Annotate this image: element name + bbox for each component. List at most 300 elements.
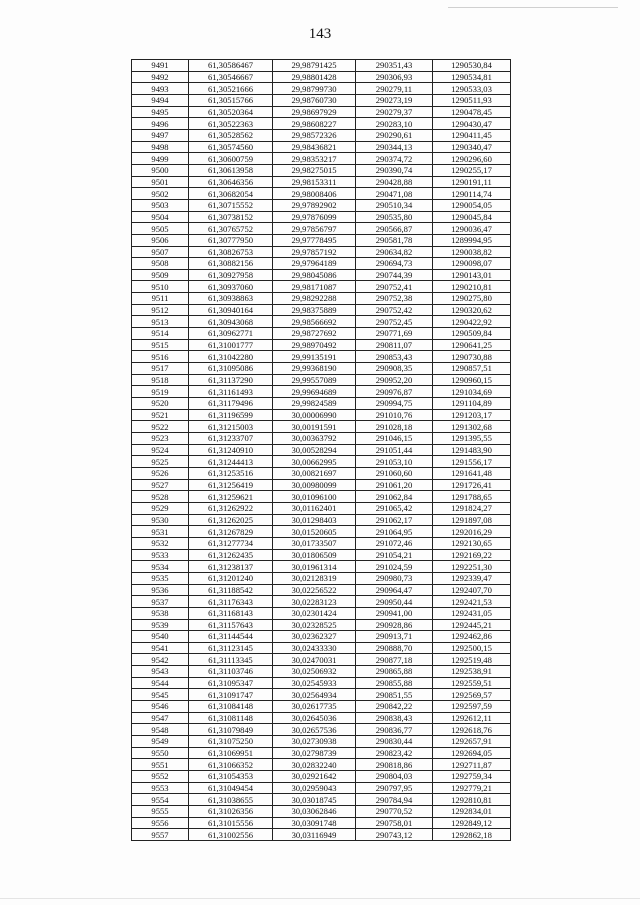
point-number-cell: 9494 bbox=[132, 94, 189, 106]
x-coordinate-cell: 290830,44 bbox=[356, 736, 433, 748]
longitude-cell: 30,03062846 bbox=[273, 806, 356, 818]
y-coordinate-cell: 1292810,81 bbox=[433, 794, 511, 806]
longitude-cell: 29,98760730 bbox=[273, 94, 356, 106]
table-row bbox=[132, 736, 511, 748]
y-coordinate-cell: 1290296,60 bbox=[433, 153, 511, 165]
point-number-cell: 9523 bbox=[132, 433, 189, 445]
point-number-cell: 9525 bbox=[132, 456, 189, 468]
table-row bbox=[132, 619, 511, 631]
table-row bbox=[132, 642, 511, 654]
y-coordinate-cell: 1290255,17 bbox=[433, 164, 511, 176]
longitude-cell: 29,97856797 bbox=[273, 223, 356, 235]
longitude-cell: 30,02362327 bbox=[273, 631, 356, 643]
table-row bbox=[132, 153, 511, 165]
y-coordinate-cell: 1292169,22 bbox=[433, 549, 511, 561]
table-row bbox=[132, 363, 511, 375]
latitude-cell: 61,30826753 bbox=[189, 246, 273, 258]
latitude-cell: 61,31002556 bbox=[189, 829, 273, 841]
latitude-cell: 61,31001777 bbox=[189, 339, 273, 351]
x-coordinate-cell: 290581,78 bbox=[356, 234, 433, 246]
longitude-cell: 29,98566692 bbox=[273, 316, 356, 328]
y-coordinate-cell: 1291104,89 bbox=[433, 398, 511, 410]
latitude-cell: 61,31240910 bbox=[189, 444, 273, 456]
point-number-cell: 9515 bbox=[132, 339, 189, 351]
point-number-cell: 9552 bbox=[132, 771, 189, 783]
table-row bbox=[132, 211, 511, 223]
point-number-cell: 9557 bbox=[132, 829, 189, 841]
longitude-cell: 29,99368190 bbox=[273, 363, 356, 375]
point-number-cell: 9526 bbox=[132, 467, 189, 479]
latitude-cell: 61,30940164 bbox=[189, 304, 273, 316]
longitude-cell: 30,01733507 bbox=[273, 537, 356, 549]
y-coordinate-cell: 1292339,47 bbox=[433, 572, 511, 584]
y-coordinate-cell: 1292251,30 bbox=[433, 561, 511, 573]
point-number-cell: 9519 bbox=[132, 386, 189, 398]
longitude-cell: 29,98292288 bbox=[273, 293, 356, 305]
point-number-cell: 9535 bbox=[132, 572, 189, 584]
x-coordinate-cell: 290976,87 bbox=[356, 386, 433, 398]
latitude-cell: 61,31157643 bbox=[189, 619, 273, 631]
longitude-cell: 29,98353217 bbox=[273, 153, 356, 165]
point-number-cell: 9549 bbox=[132, 736, 189, 748]
latitude-cell: 61,30937060 bbox=[189, 281, 273, 293]
y-coordinate-cell: 1290098,07 bbox=[433, 258, 511, 270]
latitude-cell: 61,31095086 bbox=[189, 363, 273, 375]
point-number-cell: 9528 bbox=[132, 491, 189, 503]
table-row bbox=[132, 176, 511, 188]
point-number-cell: 9504 bbox=[132, 211, 189, 223]
longitude-cell: 30,00980099 bbox=[273, 479, 356, 491]
x-coordinate-cell: 290374,72 bbox=[356, 153, 433, 165]
x-coordinate-cell: 290634,82 bbox=[356, 246, 433, 258]
longitude-cell: 30,02564934 bbox=[273, 689, 356, 701]
x-coordinate-cell: 290784,94 bbox=[356, 794, 433, 806]
point-number-cell: 9495 bbox=[132, 106, 189, 118]
y-coordinate-cell: 1292519,48 bbox=[433, 654, 511, 666]
table-row bbox=[132, 724, 511, 736]
x-coordinate-cell: 290752,42 bbox=[356, 304, 433, 316]
y-coordinate-cell: 1290210,81 bbox=[433, 281, 511, 293]
longitude-cell: 29,98799730 bbox=[273, 83, 356, 95]
latitude-cell: 61,31026356 bbox=[189, 806, 273, 818]
point-number-cell: 9518 bbox=[132, 374, 189, 386]
y-coordinate-cell: 1291556,17 bbox=[433, 456, 511, 468]
table-row bbox=[132, 421, 511, 433]
x-coordinate-cell: 291010,76 bbox=[356, 409, 433, 421]
point-number-cell: 9507 bbox=[132, 246, 189, 258]
table-row bbox=[132, 199, 511, 211]
x-coordinate-cell: 290771,69 bbox=[356, 328, 433, 340]
table-row bbox=[132, 479, 511, 491]
y-coordinate-cell: 1290641,25 bbox=[433, 339, 511, 351]
table-row bbox=[132, 677, 511, 689]
latitude-cell: 61,30777950 bbox=[189, 234, 273, 246]
table-row bbox=[132, 258, 511, 270]
latitude-cell: 61,31095347 bbox=[189, 677, 273, 689]
table-row bbox=[132, 293, 511, 305]
table-row bbox=[132, 584, 511, 596]
y-coordinate-cell: 1290038,82 bbox=[433, 246, 511, 258]
latitude-cell: 61,30938863 bbox=[189, 293, 273, 305]
y-coordinate-cell: 1290275,80 bbox=[433, 293, 511, 305]
table-row bbox=[132, 409, 511, 421]
longitude-cell: 29,97876099 bbox=[273, 211, 356, 223]
longitude-cell: 29,98436821 bbox=[273, 141, 356, 153]
x-coordinate-cell: 290797,95 bbox=[356, 782, 433, 794]
point-number-cell: 9530 bbox=[132, 514, 189, 526]
point-number-cell: 9506 bbox=[132, 234, 189, 246]
table-row bbox=[132, 339, 511, 351]
table-row bbox=[132, 607, 511, 619]
point-number-cell: 9536 bbox=[132, 584, 189, 596]
x-coordinate-cell: 291054,21 bbox=[356, 549, 433, 561]
x-coordinate-cell: 291060,60 bbox=[356, 467, 433, 479]
y-coordinate-cell: 1290511,93 bbox=[433, 94, 511, 106]
y-coordinate-cell: 1290530,84 bbox=[433, 60, 511, 72]
y-coordinate-cell: 1292711,87 bbox=[433, 759, 511, 771]
longitude-cell: 30,02832240 bbox=[273, 759, 356, 771]
longitude-cell: 30,02921642 bbox=[273, 771, 356, 783]
point-number-cell: 9502 bbox=[132, 188, 189, 200]
longitude-cell: 29,97892902 bbox=[273, 199, 356, 211]
x-coordinate-cell: 290694,73 bbox=[356, 258, 433, 270]
table-row bbox=[132, 654, 511, 666]
table-row bbox=[132, 467, 511, 479]
y-coordinate-cell: 1292612,11 bbox=[433, 712, 511, 724]
x-coordinate-cell: 290913,71 bbox=[356, 631, 433, 643]
table-row bbox=[132, 502, 511, 514]
longitude-cell: 30,02959043 bbox=[273, 782, 356, 794]
table-row bbox=[132, 188, 511, 200]
longitude-cell: 29,98801428 bbox=[273, 71, 356, 83]
latitude-cell: 61,30600759 bbox=[189, 153, 273, 165]
table-row bbox=[132, 712, 511, 724]
point-number-cell: 9537 bbox=[132, 596, 189, 608]
point-number-cell: 9508 bbox=[132, 258, 189, 270]
longitude-cell: 29,99135191 bbox=[273, 351, 356, 363]
point-number-cell: 9520 bbox=[132, 398, 189, 410]
point-number-cell: 9529 bbox=[132, 502, 189, 514]
table-row bbox=[132, 572, 511, 584]
y-coordinate-cell: 1290430,47 bbox=[433, 118, 511, 130]
x-coordinate-cell: 290964,47 bbox=[356, 584, 433, 596]
latitude-cell: 61,31267829 bbox=[189, 526, 273, 538]
x-coordinate-cell: 290770,52 bbox=[356, 806, 433, 818]
point-number-cell: 9531 bbox=[132, 526, 189, 538]
y-coordinate-cell: 1291824,27 bbox=[433, 502, 511, 514]
point-number-cell: 9498 bbox=[132, 141, 189, 153]
y-coordinate-cell: 1290478,45 bbox=[433, 106, 511, 118]
x-coordinate-cell: 291065,42 bbox=[356, 502, 433, 514]
longitude-cell: 30,02798739 bbox=[273, 747, 356, 759]
y-coordinate-cell: 1292569,57 bbox=[433, 689, 511, 701]
x-coordinate-cell: 291064,95 bbox=[356, 526, 433, 538]
table-row bbox=[132, 666, 511, 678]
latitude-cell: 61,31113345 bbox=[189, 654, 273, 666]
point-number-cell: 9491 bbox=[132, 60, 189, 72]
y-coordinate-cell: 1292559,51 bbox=[433, 677, 511, 689]
y-coordinate-cell: 1290730,88 bbox=[433, 351, 511, 363]
longitude-cell: 29,98275015 bbox=[273, 164, 356, 176]
point-number-cell: 9501 bbox=[132, 176, 189, 188]
latitude-cell: 61,30546667 bbox=[189, 71, 273, 83]
table-row bbox=[132, 351, 511, 363]
point-number-cell: 9517 bbox=[132, 363, 189, 375]
point-number-cell: 9500 bbox=[132, 164, 189, 176]
point-number-cell: 9524 bbox=[132, 444, 189, 456]
table-row bbox=[132, 549, 511, 561]
x-coordinate-cell: 290290,61 bbox=[356, 129, 433, 141]
table-row bbox=[132, 106, 511, 118]
longitude-cell: 30,02283123 bbox=[273, 596, 356, 608]
point-number-cell: 9493 bbox=[132, 83, 189, 95]
x-coordinate-cell: 290306,93 bbox=[356, 71, 433, 83]
latitude-cell: 61,31081148 bbox=[189, 712, 273, 724]
y-coordinate-cell: 1290411,45 bbox=[433, 129, 511, 141]
latitude-cell: 61,31161493 bbox=[189, 386, 273, 398]
longitude-cell: 29,98008406 bbox=[273, 188, 356, 200]
y-coordinate-cell: 1291483,90 bbox=[433, 444, 511, 456]
y-coordinate-cell: 1292779,21 bbox=[433, 782, 511, 794]
y-coordinate-cell: 1290533,03 bbox=[433, 83, 511, 95]
longitude-cell: 29,99694689 bbox=[273, 386, 356, 398]
latitude-cell: 61,31179496 bbox=[189, 398, 273, 410]
longitude-cell: 29,97857192 bbox=[273, 246, 356, 258]
table-row bbox=[132, 829, 511, 841]
point-number-cell: 9543 bbox=[132, 666, 189, 678]
x-coordinate-cell: 291046,15 bbox=[356, 433, 433, 445]
point-number-cell: 9513 bbox=[132, 316, 189, 328]
longitude-cell: 30,02328525 bbox=[273, 619, 356, 631]
x-coordinate-cell: 291051,44 bbox=[356, 444, 433, 456]
latitude-cell: 61,31262435 bbox=[189, 549, 273, 561]
longitude-cell: 30,01162401 bbox=[273, 502, 356, 514]
table-row bbox=[132, 596, 511, 608]
longitude-cell: 29,98375889 bbox=[273, 304, 356, 316]
x-coordinate-cell: 290535,80 bbox=[356, 211, 433, 223]
latitude-cell: 61,31084148 bbox=[189, 701, 273, 713]
table-row bbox=[132, 782, 511, 794]
x-coordinate-cell: 290283,10 bbox=[356, 118, 433, 130]
x-coordinate-cell: 290928,86 bbox=[356, 619, 433, 631]
y-coordinate-cell: 1291395,55 bbox=[433, 433, 511, 445]
table-row bbox=[132, 328, 511, 340]
x-coordinate-cell: 290279,11 bbox=[356, 83, 433, 95]
point-number-cell: 9534 bbox=[132, 561, 189, 573]
y-coordinate-cell: 1290422,92 bbox=[433, 316, 511, 328]
table-row bbox=[132, 433, 511, 445]
x-coordinate-cell: 290752,38 bbox=[356, 293, 433, 305]
table-row bbox=[132, 164, 511, 176]
latitude-cell: 61,31123145 bbox=[189, 642, 273, 654]
latitude-cell: 61,31038655 bbox=[189, 794, 273, 806]
x-coordinate-cell: 290823,42 bbox=[356, 747, 433, 759]
table-row bbox=[132, 747, 511, 759]
y-coordinate-cell: 1290054,05 bbox=[433, 199, 511, 211]
latitude-cell: 61,30927958 bbox=[189, 269, 273, 281]
latitude-cell: 61,30882156 bbox=[189, 258, 273, 270]
y-coordinate-cell: 1292016,29 bbox=[433, 526, 511, 538]
y-coordinate-cell: 1291302,68 bbox=[433, 421, 511, 433]
latitude-cell: 61,30522363 bbox=[189, 118, 273, 130]
longitude-cell: 30,01520605 bbox=[273, 526, 356, 538]
point-number-cell: 9505 bbox=[132, 223, 189, 235]
y-coordinate-cell: 1292431,05 bbox=[433, 607, 511, 619]
longitude-cell: 30,01806509 bbox=[273, 549, 356, 561]
footer-rule bbox=[0, 898, 640, 899]
latitude-cell: 61,31215003 bbox=[189, 421, 273, 433]
latitude-cell: 61,30613958 bbox=[189, 164, 273, 176]
point-number-cell: 9548 bbox=[132, 724, 189, 736]
y-coordinate-cell: 1290114,74 bbox=[433, 188, 511, 200]
latitude-cell: 61,31168143 bbox=[189, 607, 273, 619]
point-number-cell: 9516 bbox=[132, 351, 189, 363]
latitude-cell: 61,31144544 bbox=[189, 631, 273, 643]
table-row bbox=[132, 118, 511, 130]
x-coordinate-cell: 290855,88 bbox=[356, 677, 433, 689]
longitude-cell: 30,02657536 bbox=[273, 724, 356, 736]
x-coordinate-cell: 290950,44 bbox=[356, 596, 433, 608]
table-row bbox=[132, 689, 511, 701]
table-row bbox=[132, 806, 511, 818]
table-row bbox=[132, 398, 511, 410]
latitude-cell: 61,31256419 bbox=[189, 479, 273, 491]
latitude-cell: 61,31103746 bbox=[189, 666, 273, 678]
x-coordinate-cell: 291062,17 bbox=[356, 514, 433, 526]
latitude-cell: 61,31015556 bbox=[189, 817, 273, 829]
x-coordinate-cell: 290351,43 bbox=[356, 60, 433, 72]
y-coordinate-cell: 1290143,01 bbox=[433, 269, 511, 281]
point-number-cell: 9546 bbox=[132, 701, 189, 713]
latitude-cell: 61,30646356 bbox=[189, 176, 273, 188]
table-row bbox=[132, 223, 511, 235]
point-number-cell: 9521 bbox=[132, 409, 189, 421]
latitude-cell: 61,30528562 bbox=[189, 129, 273, 141]
table-row bbox=[132, 794, 511, 806]
table-row bbox=[132, 269, 511, 281]
table-row bbox=[132, 456, 511, 468]
latitude-cell: 61,31176343 bbox=[189, 596, 273, 608]
y-coordinate-cell: 1289994,95 bbox=[433, 234, 511, 246]
longitude-cell: 29,98572326 bbox=[273, 129, 356, 141]
point-number-cell: 9511 bbox=[132, 293, 189, 305]
x-coordinate-cell: 291053,10 bbox=[356, 456, 433, 468]
latitude-cell: 61,30943068 bbox=[189, 316, 273, 328]
point-number-cell: 9554 bbox=[132, 794, 189, 806]
x-coordinate-cell: 290811,07 bbox=[356, 339, 433, 351]
point-number-cell: 9512 bbox=[132, 304, 189, 316]
y-coordinate-cell: 1292849,12 bbox=[433, 817, 511, 829]
latitude-cell: 61,30715552 bbox=[189, 199, 273, 211]
longitude-cell: 30,00006990 bbox=[273, 409, 356, 421]
x-coordinate-cell: 290758,01 bbox=[356, 817, 433, 829]
coordinates-table-body bbox=[132, 60, 511, 841]
longitude-cell: 29,97964189 bbox=[273, 258, 356, 270]
y-coordinate-cell: 1291897,08 bbox=[433, 514, 511, 526]
latitude-cell: 61,30765752 bbox=[189, 223, 273, 235]
y-coordinate-cell: 1290045,84 bbox=[433, 211, 511, 223]
x-coordinate-cell: 290888,70 bbox=[356, 642, 433, 654]
table-row bbox=[132, 281, 511, 293]
x-coordinate-cell: 290941,00 bbox=[356, 607, 433, 619]
x-coordinate-cell: 290744,39 bbox=[356, 269, 433, 281]
longitude-cell: 30,02470031 bbox=[273, 654, 356, 666]
y-coordinate-cell: 1292407,70 bbox=[433, 584, 511, 596]
longitude-cell: 30,02617735 bbox=[273, 701, 356, 713]
latitude-cell: 61,31253516 bbox=[189, 467, 273, 479]
table-row bbox=[132, 129, 511, 141]
x-coordinate-cell: 291072,46 bbox=[356, 537, 433, 549]
point-number-cell: 9496 bbox=[132, 118, 189, 130]
longitude-cell: 30,01096100 bbox=[273, 491, 356, 503]
longitude-cell: 30,02730938 bbox=[273, 736, 356, 748]
latitude-cell: 61,31069951 bbox=[189, 747, 273, 759]
table-row bbox=[132, 701, 511, 713]
longitude-cell: 30,00528294 bbox=[273, 444, 356, 456]
longitude-cell: 29,98153311 bbox=[273, 176, 356, 188]
table-row bbox=[132, 444, 511, 456]
table-row bbox=[132, 386, 511, 398]
longitude-cell: 30,00363792 bbox=[273, 433, 356, 445]
x-coordinate-cell: 291028,18 bbox=[356, 421, 433, 433]
latitude-cell: 61,31262922 bbox=[189, 502, 273, 514]
point-number-cell: 9527 bbox=[132, 479, 189, 491]
point-number-cell: 9545 bbox=[132, 689, 189, 701]
y-coordinate-cell: 1290960,15 bbox=[433, 374, 511, 386]
longitude-cell: 30,01961314 bbox=[273, 561, 356, 573]
point-number-cell: 9509 bbox=[132, 269, 189, 281]
y-coordinate-cell: 1290036,47 bbox=[433, 223, 511, 235]
x-coordinate-cell: 290908,35 bbox=[356, 363, 433, 375]
longitude-cell: 29,97778495 bbox=[273, 234, 356, 246]
point-number-cell: 9503 bbox=[132, 199, 189, 211]
x-coordinate-cell: 290752,45 bbox=[356, 316, 433, 328]
page-number: 143 bbox=[308, 26, 332, 42]
x-coordinate-cell: 290952,20 bbox=[356, 374, 433, 386]
latitude-cell: 61,31238137 bbox=[189, 561, 273, 573]
x-coordinate-cell: 290471,08 bbox=[356, 188, 433, 200]
y-coordinate-cell: 1290509,84 bbox=[433, 328, 511, 340]
y-coordinate-cell: 1292500,15 bbox=[433, 642, 511, 654]
x-coordinate-cell: 290853,43 bbox=[356, 351, 433, 363]
x-coordinate-cell: 290804,03 bbox=[356, 771, 433, 783]
table-row bbox=[132, 141, 511, 153]
header-rule bbox=[448, 7, 618, 8]
latitude-cell: 61,30682054 bbox=[189, 188, 273, 200]
longitude-cell: 30,03091748 bbox=[273, 817, 356, 829]
point-number-cell: 9547 bbox=[132, 712, 189, 724]
latitude-cell: 61,30521666 bbox=[189, 83, 273, 95]
latitude-cell: 61,31049454 bbox=[189, 782, 273, 794]
x-coordinate-cell: 291062,84 bbox=[356, 491, 433, 503]
latitude-cell: 61,30586467 bbox=[189, 60, 273, 72]
table-row bbox=[132, 491, 511, 503]
longitude-cell: 29,98171087 bbox=[273, 281, 356, 293]
y-coordinate-cell: 1291788,65 bbox=[433, 491, 511, 503]
table-row bbox=[132, 246, 511, 258]
point-number-cell: 9497 bbox=[132, 129, 189, 141]
point-number-cell: 9542 bbox=[132, 654, 189, 666]
table-row bbox=[132, 316, 511, 328]
table-row bbox=[132, 526, 511, 538]
y-coordinate-cell: 1291641,48 bbox=[433, 467, 511, 479]
y-coordinate-cell: 1292445,21 bbox=[433, 619, 511, 631]
x-coordinate-cell: 290279,37 bbox=[356, 106, 433, 118]
table-row bbox=[132, 304, 511, 316]
longitude-cell: 30,02506932 bbox=[273, 666, 356, 678]
y-coordinate-cell: 1290340,47 bbox=[433, 141, 511, 153]
x-coordinate-cell: 290743,12 bbox=[356, 829, 433, 841]
